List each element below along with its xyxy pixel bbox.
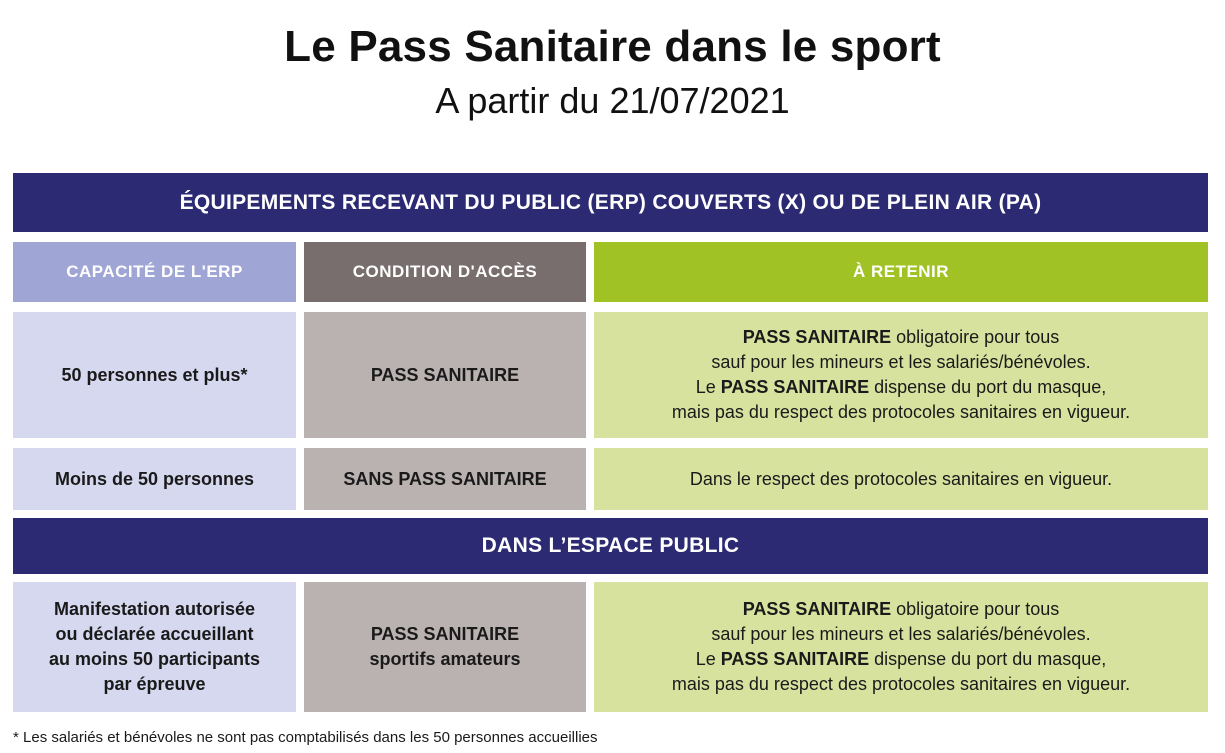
pass-sanitaire-emphasis: PASS SANITAIRE (720, 649, 870, 669)
row3-retain (594, 582, 1208, 712)
pass-sanitaire-emphasis: PASS SANITAIRE (742, 599, 892, 619)
condition-line: sportifs amateurs (369, 649, 521, 669)
row2-retain: Dans le respect des protocoles sanitaires en vigueur. (594, 448, 1208, 510)
row3-capacity (13, 582, 296, 712)
capacity-line: au moins 50 participants (48, 649, 261, 669)
retain-text: sauf pour les mineurs et les salariés/bénévoles. (711, 352, 1091, 372)
column-header-retain: À RETENIR (594, 242, 1208, 302)
retain-text: mais pas du respect des protocoles sanitaires en vigueur. (671, 402, 1131, 422)
column-header-condition: CONDITION D'ACCÈS (304, 242, 586, 302)
retain-text: dispense du port du masque, (869, 649, 1107, 669)
erp-section-banner: ÉQUIPEMENTS RECEVANT DU PUBLIC (ERP) COUVERTS (X) OU DE PLEIN AIR (PA) (13, 173, 1208, 232)
row1-capacity: 50 personnes et plus* (13, 312, 296, 438)
row1-retain (594, 312, 1208, 438)
row3-condition (304, 582, 586, 712)
public-section-banner: DANS L’ESPACE PUBLIC (13, 518, 1208, 574)
page-title: Le Pass Sanitaire dans le sport (284, 22, 941, 71)
capacity-line: ou déclarée accueillant (55, 624, 254, 644)
row1-condition: PASS SANITAIRE (304, 312, 586, 438)
row2-capacity: Moins de 50 personnes (13, 448, 296, 510)
row2-condition: SANS PASS SANITAIRE (304, 448, 586, 510)
retain-text: mais pas du respect des protocoles sanitaires en vigueur. (671, 674, 1131, 694)
pass-sanitaire-emphasis: PASS SANITAIRE (720, 377, 870, 397)
retain-text: sauf pour les mineurs et les salariés/bénévoles. (711, 624, 1091, 644)
condition-line: PASS SANITAIRE (370, 624, 520, 644)
page-subtitle: A partir du 21/07/2021 (435, 80, 790, 121)
pass-sanitaire-emphasis: PASS SANITAIRE (742, 327, 892, 347)
column-header-capacity: CAPACITÉ DE L'ERP (13, 242, 296, 302)
retain-text: Le (695, 649, 721, 669)
retain-text: obligatoire pour tous (891, 327, 1060, 347)
retain-text: obligatoire pour tous (891, 599, 1060, 619)
capacity-line: par épreuve (103, 674, 206, 694)
retain-text: Le (695, 377, 721, 397)
capacity-line: Manifestation autorisée (53, 599, 256, 619)
retain-text: dispense du port du masque, (869, 377, 1107, 397)
footnote: * Les salariés et bénévoles ne sont pas comptabilisés dans les 50 personnes accueillies (13, 729, 598, 746)
